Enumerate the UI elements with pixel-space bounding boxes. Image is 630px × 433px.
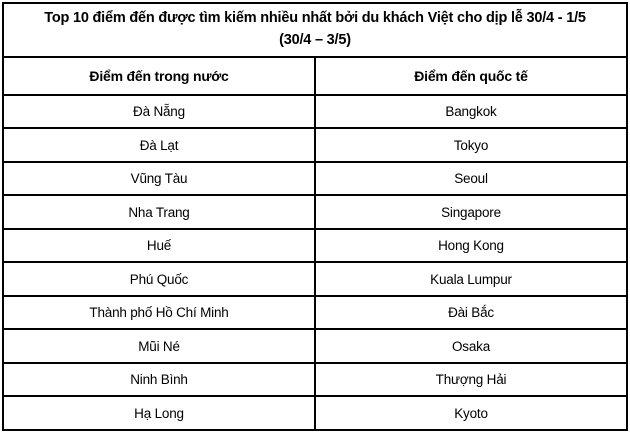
table-title <box>3 3 627 57</box>
table-header-row <box>3 57 627 95</box>
international-destination-cell: Kuala Lumpur <box>315 262 627 296</box>
domestic-destination-cell: Huế <box>3 229 315 263</box>
domestic-destination-cell: Đà Nẵng <box>3 95 315 129</box>
domestic-destination-cell: Mũi Né <box>3 329 315 363</box>
table-row <box>3 95 627 129</box>
international-destination-cell: Tokyo <box>315 128 627 162</box>
domestic-destination-cell: Hạ Long <box>3 396 315 430</box>
table-title-line1: Top 10 điểm đến được tìm kiếm nhiều nhất bởi du khách Việt cho dịp lễ 30/4 - 1/5 <box>44 10 586 27</box>
domestic-destination-cell: Ninh Bình <box>3 363 315 397</box>
table-row <box>3 296 627 330</box>
table-row <box>3 329 627 363</box>
international-destination-cell: Osaka <box>315 329 627 363</box>
top10-destinations-table <box>2 2 628 431</box>
column-header-domestic: Điểm đến trong nước <box>3 57 315 95</box>
domestic-destination-cell: Đà Lạt <box>3 128 315 162</box>
table-row <box>3 128 627 162</box>
international-destination-cell: Thượng Hải <box>315 363 627 397</box>
international-destination-cell: Đài Bắc <box>315 296 627 330</box>
international-destination-cell: Hong Kong <box>315 229 627 263</box>
table-title-row <box>3 3 627 57</box>
table-row <box>3 363 627 397</box>
international-destination-cell: Bangkok <box>315 95 627 129</box>
domestic-destination-cell: Phú Quốc <box>3 262 315 296</box>
international-destination-cell: Seoul <box>315 162 627 196</box>
domestic-destination-cell: Thành phố Hồ Chí Minh <box>3 296 315 330</box>
domestic-destination-cell: Vũng Tàu <box>3 162 315 196</box>
table-body <box>3 95 627 430</box>
table-row <box>3 162 627 196</box>
table-row <box>3 195 627 229</box>
domestic-destination-cell: Nha Trang <box>3 195 315 229</box>
table-row <box>3 396 627 430</box>
column-header-international: Điểm đến quốc tế <box>315 57 627 95</box>
table-row <box>3 229 627 263</box>
international-destination-cell: Singapore <box>315 195 627 229</box>
international-destination-cell: Kyoto <box>315 396 627 430</box>
table-title-line2: (30/4 – 3/5) <box>279 32 351 49</box>
table-row <box>3 262 627 296</box>
